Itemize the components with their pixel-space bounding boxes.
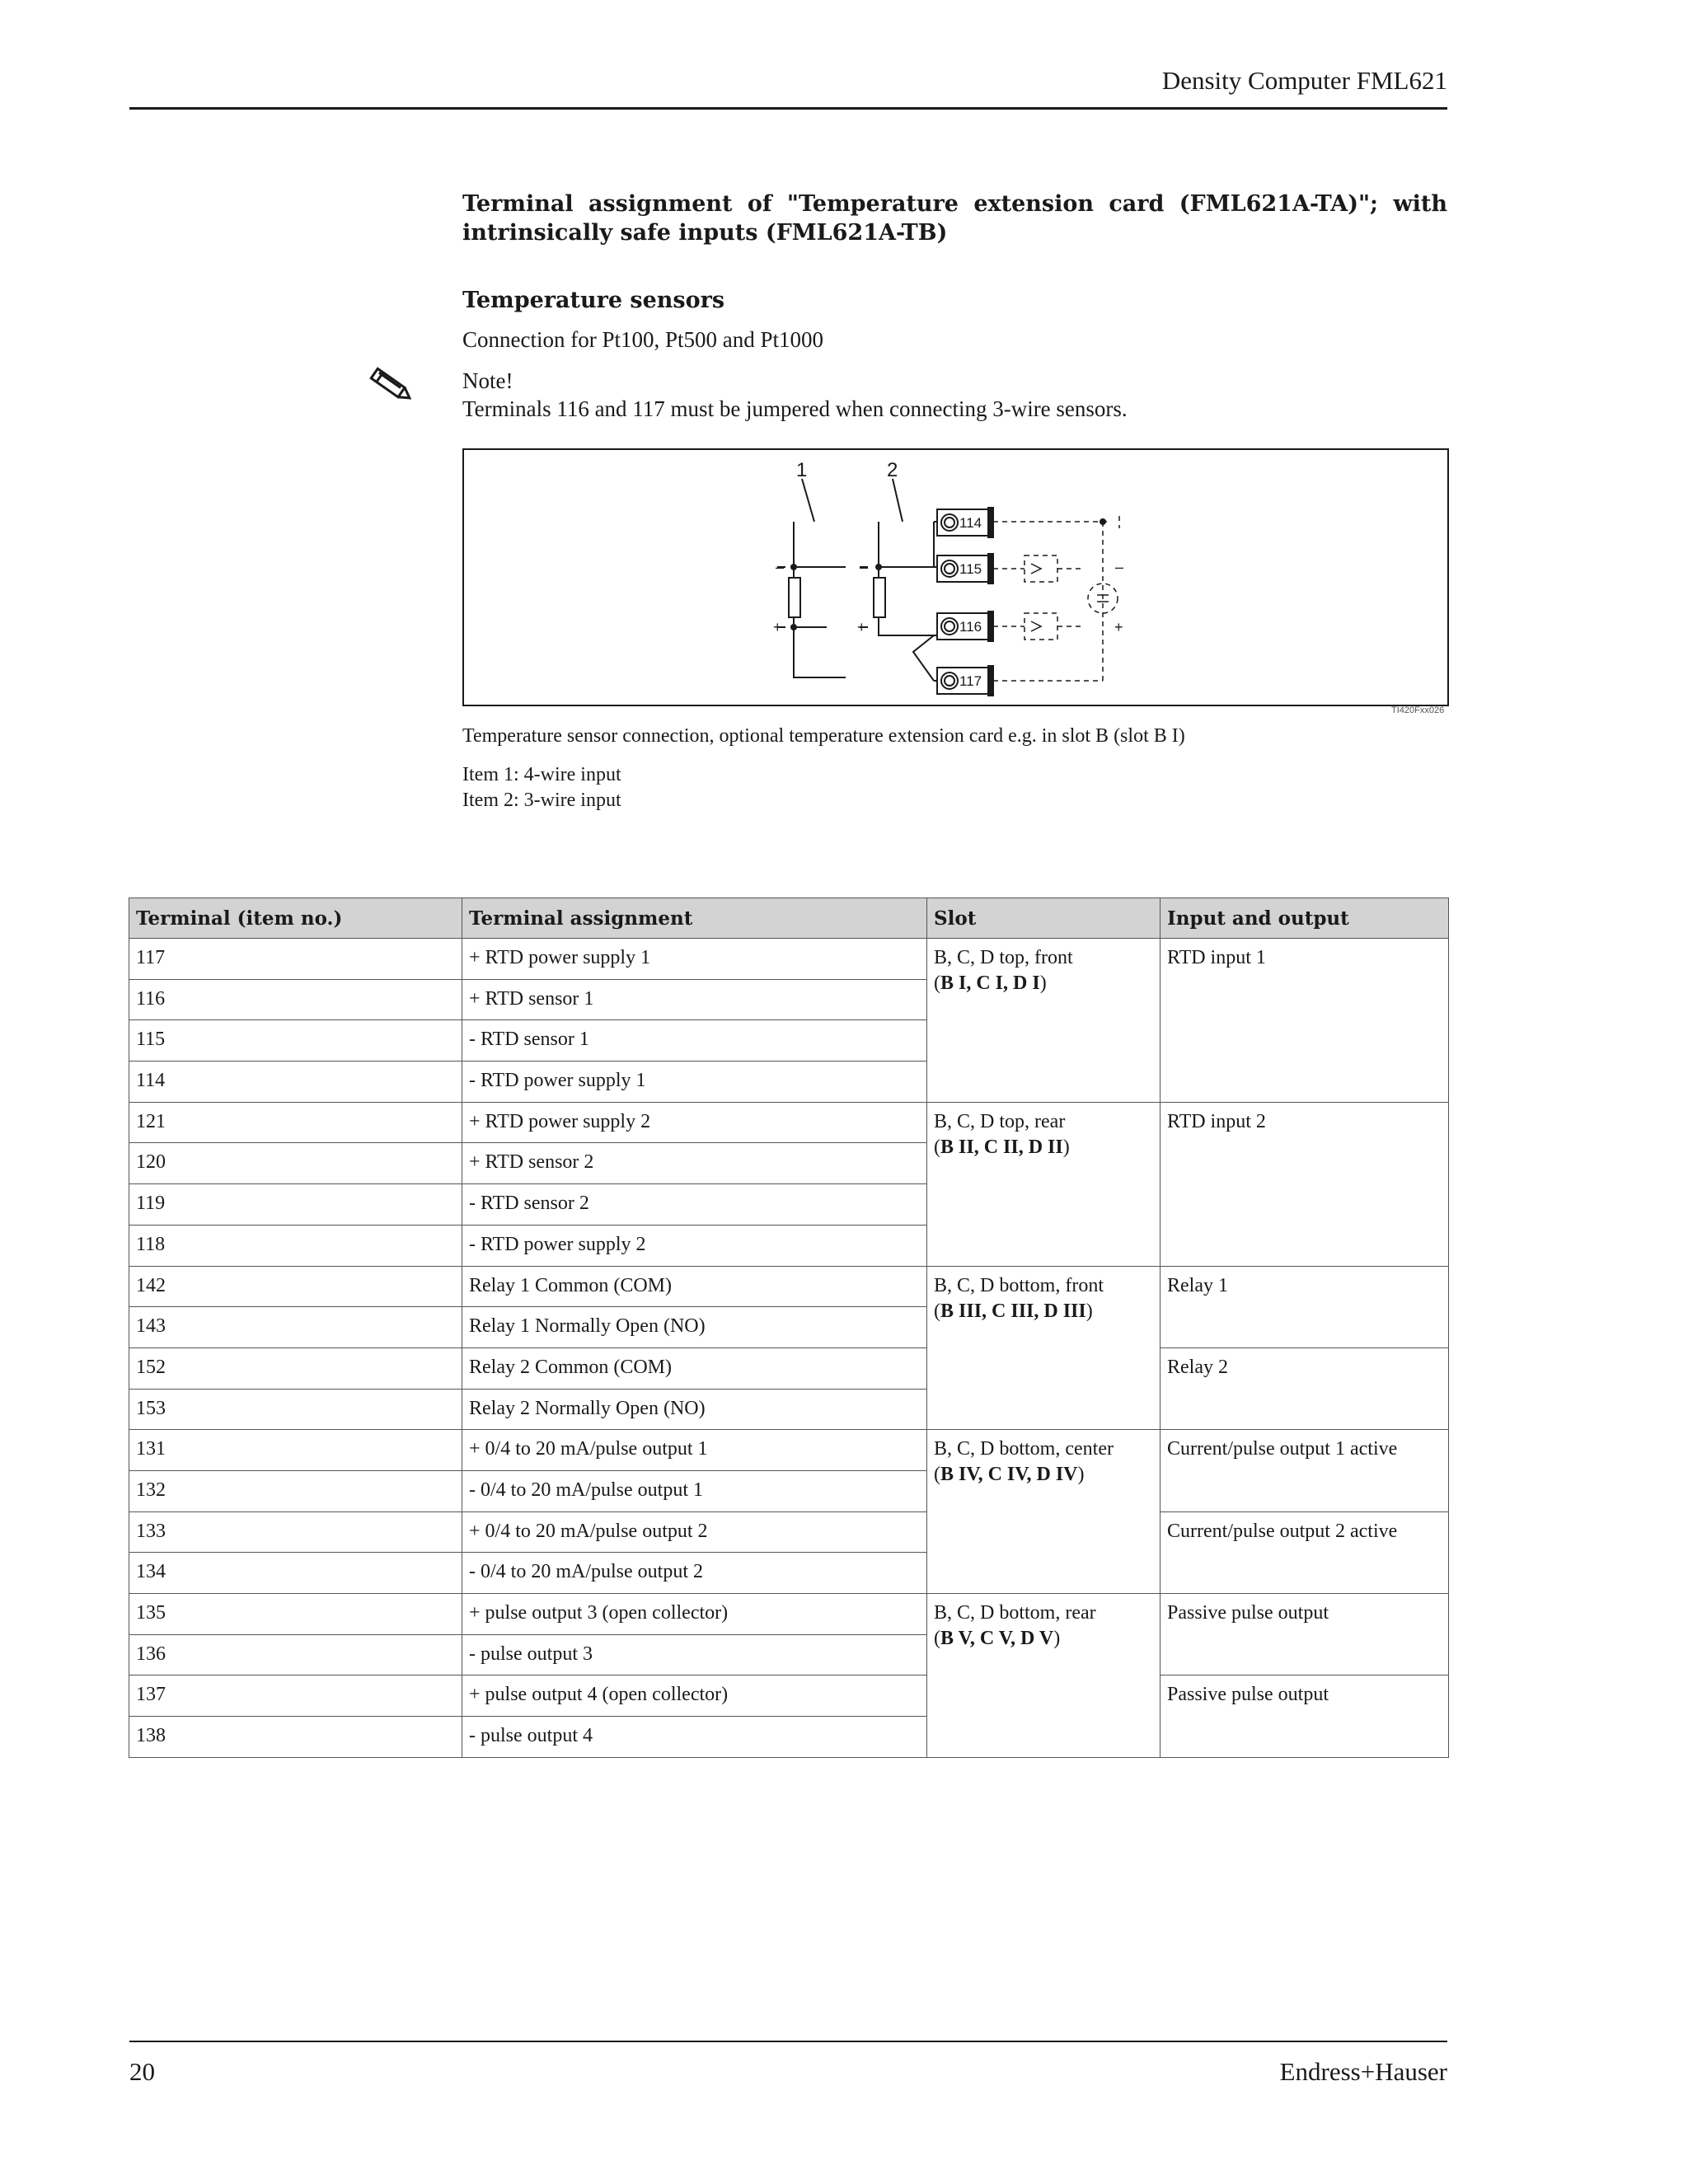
- table-row: [129, 1102, 1449, 1143]
- svg-text:–: –: [776, 559, 785, 575]
- slot-text: B, C, D bottom, center: [934, 1438, 1114, 1460]
- assignment-cell: - 0/4 to 20 mA/pulse output 1: [462, 1470, 927, 1511]
- assignment-cell: + 0/4 to 20 mA/pulse output 2: [462, 1511, 927, 1553]
- callout-2: 2: [887, 459, 898, 481]
- io-cell: Relay 1: [1160, 1266, 1449, 1347]
- terminal-cell: 138: [129, 1717, 462, 1758]
- terminal-cell: 142: [129, 1266, 462, 1307]
- table-row: [129, 939, 1449, 980]
- item-2-description: Item 2: 3-wire input: [462, 790, 621, 811]
- terminal-cell: 117: [129, 939, 462, 980]
- column-header-terminal: Terminal (item no.): [129, 898, 462, 939]
- callout-1: 1: [796, 459, 808, 481]
- terminal-cell: 152: [129, 1347, 462, 1389]
- page-number: 20: [129, 2057, 155, 2086]
- terminal-cell: 143: [129, 1307, 462, 1348]
- assignment-cell: + RTD sensor 1: [462, 979, 927, 1020]
- assignment-cell: + 0/4 to 20 mA/pulse output 1: [462, 1430, 927, 1471]
- table-row: [129, 1511, 1449, 1553]
- note-text: Terminals 116 and 117 must be jumpered when connecting 3-wire sensors.: [462, 396, 1128, 421]
- slot-code: B III, C III, D III: [940, 1300, 1086, 1322]
- slot-code: B V, C V, D V: [940, 1628, 1054, 1649]
- note-label: Note!: [462, 368, 513, 393]
- terminal-cell: 114: [129, 1062, 462, 1103]
- io-cell: Current/pulse output 2 active: [1160, 1511, 1449, 1593]
- table-row: [129, 1347, 1449, 1389]
- svg-text:+: +: [773, 619, 782, 635]
- terminal-cell: 120: [129, 1143, 462, 1184]
- terminal-cell: 115: [129, 1020, 462, 1062]
- terminal-label-114: 114: [959, 515, 982, 531]
- assignment-cell: - 0/4 to 20 mA/pulse output 2: [462, 1553, 927, 1594]
- terminal-cell: 119: [129, 1184, 462, 1226]
- terminal-cell: 133: [129, 1511, 462, 1553]
- subsection-title: Temperature sensors: [462, 288, 725, 313]
- io-cell: Passive pulse output: [1160, 1675, 1449, 1757]
- table-row: [129, 1266, 1449, 1307]
- column-header-io: Input and output: [1160, 898, 1449, 939]
- slot-cell: B, C, D top, rear (B II, C II, D II): [927, 1102, 1160, 1266]
- slot-text: B, C, D top, front: [934, 947, 1073, 968]
- assignment-cell: + pulse output 4 (open collector): [462, 1675, 927, 1717]
- assignment-cell: + RTD power supply 2: [462, 1102, 927, 1143]
- assignment-cell: + RTD power supply 1: [462, 939, 927, 980]
- assignment-cell: Relay 2 Normally Open (NO): [462, 1389, 927, 1430]
- assignment-cell: Relay 1 Normally Open (NO): [462, 1307, 927, 1348]
- slot-text: B, C, D top, rear: [934, 1110, 1066, 1132]
- slot-text: B, C, D bottom, front: [934, 1274, 1104, 1296]
- assignment-cell: + RTD sensor 2: [462, 1143, 927, 1184]
- terminal-label-116: 116: [959, 619, 982, 635]
- table-row: [129, 1594, 1449, 1635]
- item-1-description: Item 1: 4-wire input: [462, 764, 621, 785]
- io-cell: RTD input 1: [1160, 939, 1449, 1103]
- intro-text: Connection for Pt100, Pt500 and Pt1000: [462, 327, 823, 352]
- assignment-cell: - RTD power supply 1: [462, 1062, 927, 1103]
- terminal-assignment-table: [129, 898, 1449, 1758]
- slot-text: B, C, D bottom, rear: [934, 1602, 1096, 1624]
- terminal-label-115: 115: [959, 561, 982, 577]
- terminal-cell: 134: [129, 1553, 462, 1594]
- terminal-cell: 132: [129, 1470, 462, 1511]
- section-title: Terminal assignment of "Temperature extension card (FML621A-TA)"; with intrinsically safe inputs (FML621A-TB): [462, 191, 1447, 246]
- assignment-cell: - pulse output 4: [462, 1717, 927, 1758]
- terminal-cell: 131: [129, 1430, 462, 1471]
- io-cell: Current/pulse output 1 active: [1160, 1430, 1449, 1511]
- svg-text:–: –: [860, 559, 869, 575]
- terminal-cell: 153: [129, 1389, 462, 1430]
- footer-rule: [129, 2041, 1447, 2042]
- io-cell: Relay 2: [1160, 1347, 1449, 1429]
- terminal-cell: 116: [129, 979, 462, 1020]
- slot-code: B I, C I, D I: [940, 972, 1040, 994]
- slot-cell: B, C, D top, front (B I, C I, D I): [927, 939, 1160, 1103]
- assignment-cell: Relay 2 Common (COM): [462, 1347, 927, 1389]
- slot-cell: B, C, D bottom, rear (B V, C V, D V): [927, 1594, 1160, 1758]
- terminal-cell: 136: [129, 1634, 462, 1675]
- assignment-cell: - RTD power supply 2: [462, 1225, 927, 1266]
- terminal-cell: 121: [129, 1102, 462, 1143]
- io-cell: RTD input 2: [1160, 1102, 1449, 1266]
- assignment-cell: - RTD sensor 2: [462, 1184, 927, 1226]
- footer-brand: Endress+Hauser: [1279, 2057, 1447, 2086]
- document-header-title: Density Computer FML621: [1161, 66, 1447, 95]
- table-row: [129, 1675, 1449, 1717]
- svg-text:+: +: [857, 619, 866, 635]
- header-rule: [129, 107, 1447, 110]
- column-header-slot: Slot: [927, 898, 1160, 939]
- column-header-assignment: Terminal assignment: [462, 898, 927, 939]
- terminal-label-117: 117: [959, 673, 982, 689]
- svg-text:–: –: [1115, 559, 1124, 575]
- table-row: [129, 1430, 1449, 1471]
- slot-cell: B, C, D bottom, front (B III, C III, D III): [927, 1266, 1160, 1430]
- terminal-cell: 135: [129, 1594, 462, 1635]
- assignment-cell: - pulse output 3: [462, 1634, 927, 1675]
- terminal-cell: 137: [129, 1675, 462, 1717]
- io-cell: Passive pulse output: [1160, 1594, 1449, 1675]
- assignment-cell: + pulse output 3 (open collector): [462, 1594, 927, 1635]
- terminal-cell: 118: [129, 1225, 462, 1266]
- table-header-row: [129, 898, 1449, 939]
- figure-code: TI420Fxx026: [1391, 705, 1445, 715]
- assignment-cell: - RTD sensor 1: [462, 1020, 927, 1062]
- slot-cell: B, C, D bottom, center (B IV, C IV, D IV): [927, 1430, 1160, 1594]
- slot-code: B IV, C IV, D IV: [940, 1464, 1078, 1486]
- figure-caption: Temperature sensor connection, optional temperature extension card e.g. in slot B (slot B I): [462, 725, 1185, 747]
- slot-code: B II, C II, D II: [940, 1136, 1063, 1158]
- pencil-icon: [358, 361, 417, 415]
- assignment-cell: Relay 1 Common (COM): [462, 1266, 927, 1307]
- wiring-diagram: [462, 448, 1449, 706]
- svg-text:+: +: [1114, 619, 1123, 635]
